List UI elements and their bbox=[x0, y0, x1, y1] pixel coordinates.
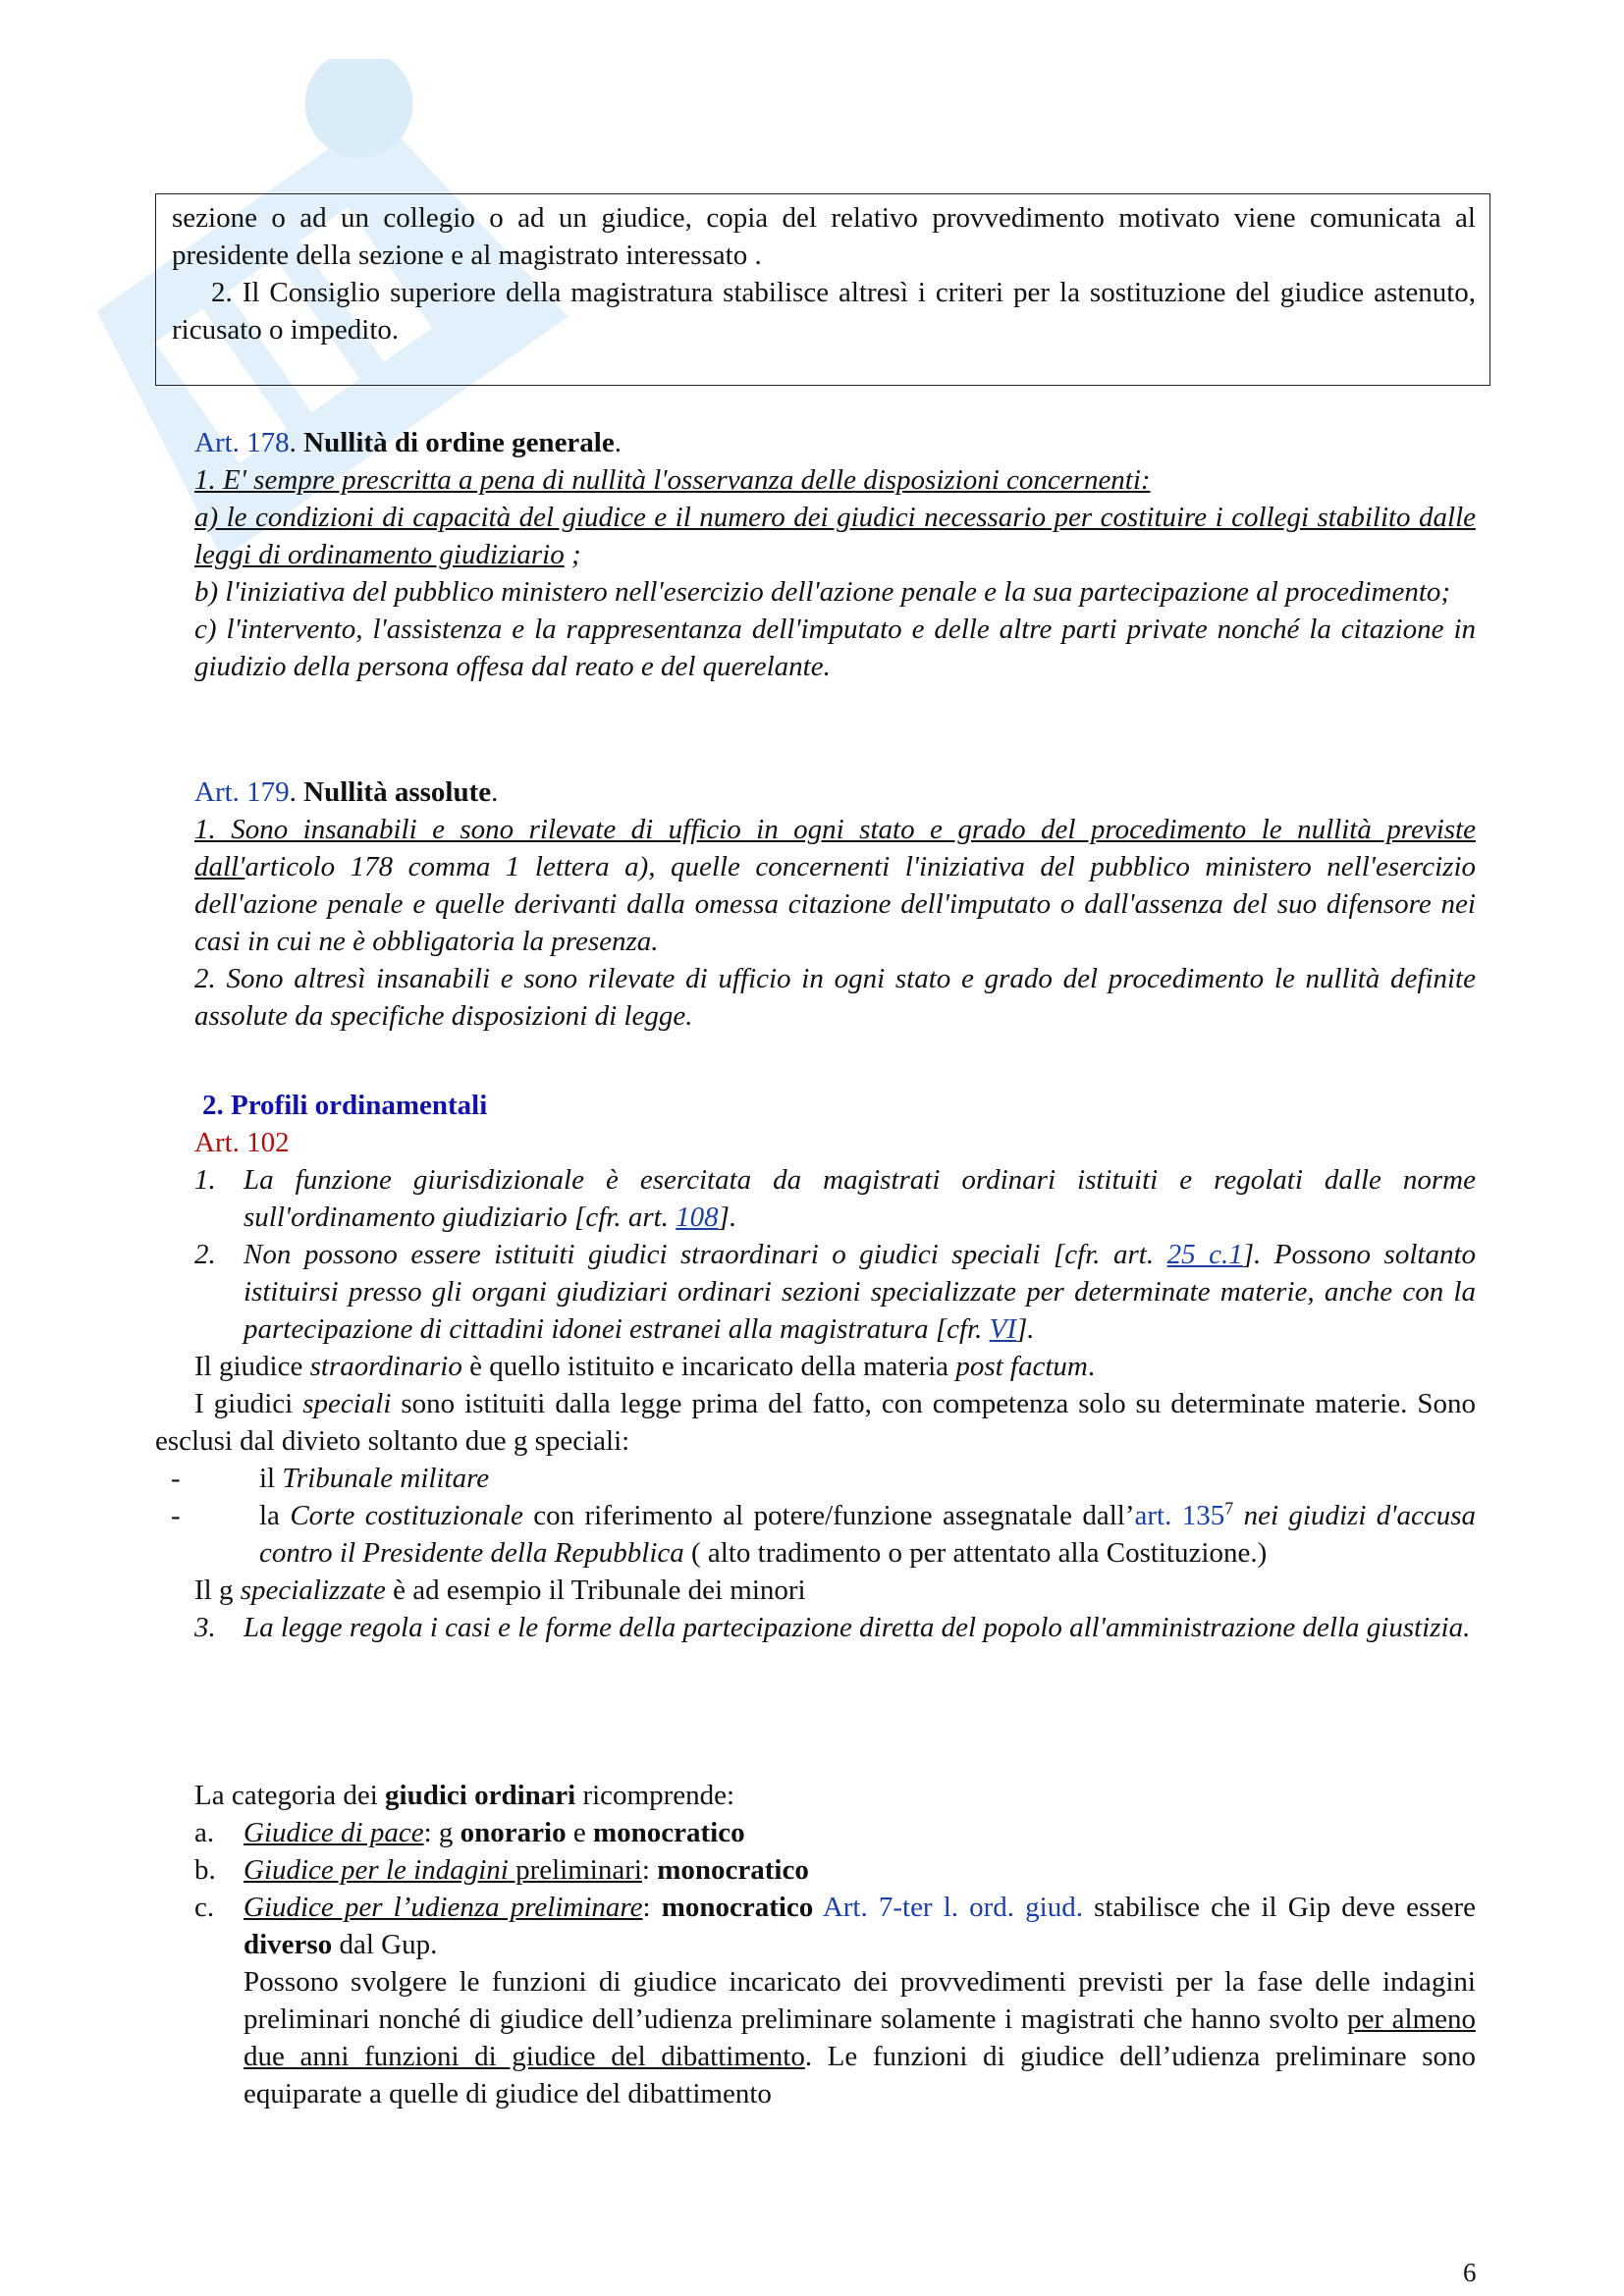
section-2-heading: 2. Profili ordinamentali bbox=[202, 1090, 488, 1121]
art-102-item-3: 3. La legge regola i casi e le forme della partecipazione diretta del popolo all'amministrazione della giustizia. bbox=[194, 1612, 1471, 1643]
link-art-135[interactable]: art. 135 bbox=[1134, 1500, 1225, 1531]
art-178-item-b: b) l'iniziativa del pubblico ministero nell'esercizio dell'azione penale e la sua partecipazione al procedimento; bbox=[194, 576, 1451, 608]
art-178-label: Art. 178 bbox=[194, 427, 290, 458]
section-2 bbox=[155, 1087, 1476, 1646]
art-178-item-a: a) le condizioni di capacità del giudice e il numero dei giudici necessario per costituire i collegi stabilito dalle leggi di ordinamento giudiziario ; bbox=[194, 502, 1476, 570]
link-art-108[interactable]: 108 bbox=[676, 1201, 719, 1233]
art-178-paragraph-1: 1. E' sempre prescritta a pena di nullità l'osservanza delle disposizioni concernenti: bbox=[194, 464, 1151, 496]
art-179-label: Art. 179 bbox=[194, 776, 290, 808]
dash-item-tribunale-militare: - il Tribunale militare bbox=[171, 1463, 490, 1494]
art-179-title: Nullità assolute bbox=[303, 776, 492, 808]
art-179-paragraph-1: 1. Sono insanabili e sono rilevate di ufficio in ogni stato e grado del procedimento le nullità previste dall'articolo 178 comma 1 lettera a), quelle concernenti l'iniziativa del pubblico ministero nell'esercizio dell'azione penale e quelle derivanti dalla omessa citazione dell'imputato o dall'assenza del suo difensore nei casi in cui ne è obbligatoria la presenza. bbox=[194, 814, 1476, 957]
link-vi[interactable]: VI bbox=[989, 1313, 1016, 1345]
categoria-giudici-section bbox=[155, 1777, 1476, 2112]
categoria-item-b: b. Giudice per le indagini preliminari: monocratico bbox=[194, 1854, 809, 1886]
art-102-item-2: 2. Non possono essere istituiti giudici straordinari o giudici speciali [cfr. art. 25 c.1]. Possono soltanto istituirsi presso gli organi giudiziari ordinari sezioni specializzate per determinate materie, anche con la partecipazione di cittadini idonei estranei alla magistratura [cfr. VI]. bbox=[194, 1239, 1477, 1345]
box-paragraph-1: sezione o ad un collegio o ad un giudice, copia del relativo provvedimento motivato viene comunicata al presidente della sezione e al magistrato interessato . bbox=[172, 202, 1476, 271]
categoria-intro: La categoria dei giudici ordinari ricomprende: bbox=[194, 1780, 735, 1811]
quoted-text-box bbox=[155, 193, 1490, 386]
art-179-paragraph-2: 2. Sono altresì insanabili e sono rilevate di ufficio in ogni stato e grado del procedimento le nullità definite assolute da specifiche disposizioni di legge. bbox=[194, 963, 1476, 1032]
art-178-item-c: c) l'intervento, l'assistenza e la rappresentanza dell'imputato e delle altre parti private nonché la citazione in giudizio della persona offesa dal reato e del querelante. bbox=[194, 614, 1476, 682]
art-102-item-1: 1. La funzione giurisdizionale è esercitata da magistrati ordinari istituiti e regolati dalle norme sull'ordinamento giudiziario [cfr. art. 108]. bbox=[194, 1164, 1476, 1233]
specializzate-paragraph: Il g specializzate è ad esempio il Tribunale dei minori bbox=[194, 1575, 806, 1606]
link-art-25[interactable]: 25 c.1 bbox=[1166, 1239, 1243, 1270]
straordinario-paragraph: Il giudice straordinario è quello istituito e incaricato della materia post factum. bbox=[194, 1351, 1096, 1382]
box-paragraph-2: 2. Il Consiglio superiore della magistratura stabilisce altresì i criteri per la sostituzione del giudice astenuto, ricusato o impedito. bbox=[172, 277, 1476, 346]
page-number: 6 bbox=[1463, 2258, 1477, 2287]
art-178-title: Nullità di ordine generale bbox=[303, 427, 615, 458]
art-179-section: Art. 179. Nullità assolute. 1. Sono insanabili e sono rilevate di ufficio in ogni stato e grado del procedimento le nullità previste dall'articolo 178 comma 1 lettera a), quelle concernenti l'iniziativa del pubblico ministero nell'esercizio dell'azione penale e quelle derivanti dalla omessa citazione dell'imputato o dall'assenza del suo difensore nei casi in cui ne è obbligatoria la presenza. 2. Sono altresì insanabili e sono rilevate di ufficio in ogni stato e grado del procedimento le nullità definite assolute da specifiche disposizioni di legge. bbox=[155, 774, 1476, 1035]
link-art-7-ter[interactable]: Art. 7-ter l. ord. giud. bbox=[822, 1892, 1083, 1923]
speciali-paragraph: I giudici speciali sono istituiti dalla legge prima del fatto, con competenza solo su determinate materie. Sono esclusi dal divieto soltanto due g speciali: bbox=[155, 1388, 1476, 1457]
categoria-item-c-paragraph-2: Possono svolgere le funzioni di giudice incaricato dei provvedimenti previsti per la fase delle indagini preliminari nonché di giudice dell’udienza preliminare solamente i magistrati che hanno svolto per almeno due anni funzioni di giudice del dibattimento. Le funzioni di giudice dell’udienza preliminare sono equiparate a quelle di giudice del dibattimento bbox=[244, 1966, 1477, 2109]
categoria-item-a: a. Giudice di pace: g onorario e monocratico bbox=[194, 1817, 745, 1848]
categoria-item-c: c. Giudice per l’udienza preliminare: monocratico Art. 7-ter l. ord. giud. stabilisce che il Gip deve essere diverso dal Gup. bbox=[194, 1892, 1477, 1960]
art-102-label: Art. 102 bbox=[194, 1127, 290, 1158]
art-178-section: Art. 178. Nullità di ordine generale. 1. E' sempre prescritta a pena di nullità l'osservanza delle disposizioni concernenti: a) le condizioni di capacità del giudice e il numero dei giudici necessario per costituire i collegi stabilito dalle leggi di ordinamento giudiziario ; b) l'iniziativa del pubblico ministero nell'esercizio dell'azione penale e la sua partecipazione al procedimento; c) l'intervento, l'assistenza e la rappresentanza dell'imputato e delle altre parti private nonché la citazione in giudizio della persona offesa dal reato e del querelante. bbox=[155, 424, 1476, 685]
dash-item-corte-costituzionale: - la Corte costituzionale con riferimento al potere/funzione assegnatale dall’art. $135^7$ nei giudizi d'accusa contro il Presidente della Repubblica ( alto tradimento o per attentato alla Costituzione.) bbox=[171, 1498, 1476, 1569]
